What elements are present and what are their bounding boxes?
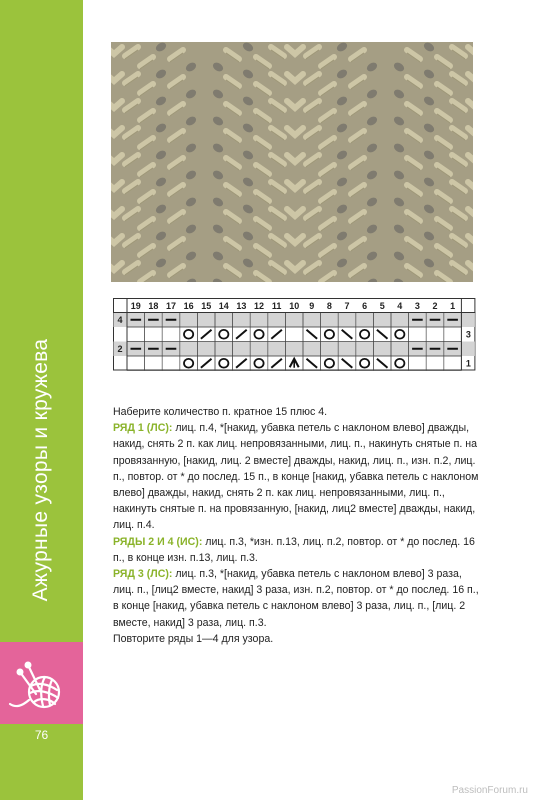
yarn-ball-needles-icon — [0, 642, 83, 724]
row3-instructions — [113, 566, 481, 631]
section-title: Ажурные узоры и кружева — [29, 338, 52, 602]
chart-column-number: 7 — [344, 301, 350, 311]
chart-column-number: 12 — [253, 301, 265, 311]
pattern-instructions — [113, 404, 481, 647]
lace-knit-swatch-image — [111, 42, 473, 282]
chart-column-number: 13 — [236, 301, 247, 311]
chart-row-label-left: 2 — [117, 344, 123, 354]
row1-text: лиц. п.4, *[накид, убавка петель с наклоном влево] дважды, накид, снять 2 п. как лиц. непровязанными, лиц. п., накинуть снятые п. на провязанную, [накид, лиц. 2 вместе] дважды, накид, лиц. п., изн. п.2, лиц. п., повтор. от * до послед. 15 п., в конце [накид, убавка петель с наклоном влево] дважды, накид, снять 2 п. как лиц. непровязанными, лиц. п., накинуть снятые п. на провязанную, [накид, лиц2 вместе] дважды, накид, лиц. п.4. — [113, 422, 479, 532]
section-badge — [0, 642, 83, 724]
chart-row-label-right: 1 — [465, 358, 471, 369]
sidebar-title — [0, 0, 83, 650]
chart-column-number: 19 — [130, 301, 141, 311]
rows24-label: РЯДЫ 2 И 4 (ИС): — [113, 535, 203, 548]
chart-column-number: 5 — [379, 301, 385, 311]
repeat-text: Повторите ряды 1—4 для узора. — [113, 632, 274, 645]
rows24-instructions — [113, 534, 481, 566]
chart-column-number: 17 — [165, 301, 177, 311]
chart-row-label-right: 3 — [465, 329, 471, 340]
chart-column-number: 10 — [289, 301, 300, 311]
chart-column-number: 2 — [432, 301, 438, 311]
knitting-chart-grid — [113, 298, 481, 384]
chart-column-number: 8 — [326, 301, 332, 311]
chart-column-number: 14 — [218, 301, 229, 311]
intro-text: Наберите количество п. кратное 15 плюс 4. — [113, 406, 328, 418]
watermark: PassionForum.ru — [451, 785, 528, 796]
chart-column-number: 16 — [183, 301, 194, 311]
sidebar — [0, 0, 83, 800]
row1-label: РЯД 1 (ЛС): — [113, 422, 173, 435]
row3-text: лиц. п.3, *[накид, убавка петель с наклоном влево] 3 раза, лиц. п., [лиц2 вместе, накид] 3 раза, изн. п.2, повтор. от * до послед. 16 п., в конце [накид, убавка петель с наклоном влево] 3 раза, лиц. п., [лиц. 2 вместе, накид] 3 раза, лиц. п.3. — [113, 568, 479, 629]
rows24-text: лиц. п.3, *изн. п.13, лиц. п.2, повтор. от * до послед. 16 п., в конце изн. п.13, лиц. п.3. — [113, 535, 475, 564]
chart-column-number: 6 — [362, 301, 368, 311]
chart-column-number: 1 — [450, 301, 456, 311]
knitting-photo — [111, 42, 473, 282]
row3-label: РЯД 3 (ЛС): — [113, 568, 173, 581]
knitting-chart — [113, 298, 481, 389]
page-number: 76 — [34, 728, 49, 742]
chart-row-label-left: 4 — [117, 315, 123, 325]
chart-column-number: 15 — [201, 301, 212, 311]
chart-column-number: 18 — [148, 301, 159, 311]
chart-column-number: 9 — [309, 301, 315, 311]
chart-column-number: 3 — [414, 301, 420, 311]
chart-column-number: 4 — [397, 301, 403, 311]
row1-instructions — [113, 420, 481, 533]
chart-column-number: 11 — [271, 301, 282, 311]
